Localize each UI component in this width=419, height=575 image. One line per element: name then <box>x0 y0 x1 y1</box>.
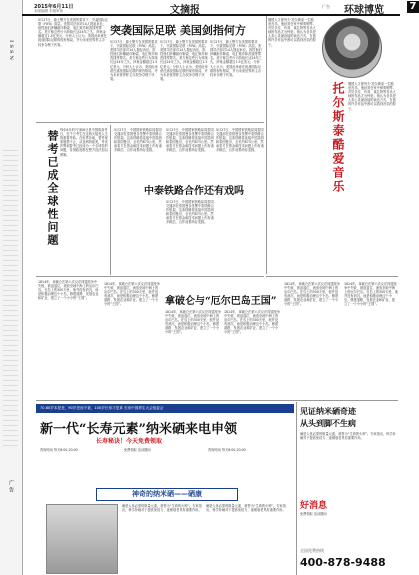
right-ad <box>298 402 398 575</box>
supplement-headline: 见证纳米硒奇迹 <box>300 406 356 416</box>
tolstoy-portrait <box>322 18 382 78</box>
ad-sub-banner: 神奇的纳米硒——硒康 <box>96 488 238 501</box>
ad-top-banner: 70.80岁本是老，90岁老而不衰，100岁长寿才是真 长寿中国养生大会组委会 <box>36 404 294 413</box>
supplement-body: 硒是人体必需的微量元素，被誉为“生命的火种”。专家指出，科学补硒对于提高免疫力、延缓衰老具有重要作用。 <box>300 432 396 441</box>
promo-body: 免费领取 活动期间 <box>300 512 327 516</box>
left-strip <box>0 0 23 575</box>
supplement-subhead: 从头到脚不生病 <box>300 418 356 428</box>
paper-name: 文摘报 <box>170 5 200 16</box>
tolstoy-body-a: 俄国大文豪列夫·托尔斯泰一生酷爱音乐。他经常在家中弹奏钢琴，对贝多芬、肖邦、莫扎特等音乐大师的作品尤为钟爱。他认为音乐是人类心灵最直接的表达方式，在他的许多作品中都可以看到音乐的影子。 <box>268 18 316 47</box>
railway-body-a: 5月27日，中国国家铁路局同泰国交通部在泰国曼谷签署中泰铁路合作框架。这条铁路将连接中国昆明和泰国曼谷，全长约873公里。然而泰方在资金和技术问题上仍有诸多顾虑，合作前景尚存变数。 <box>114 128 162 153</box>
exam-body-a: 每年6月的7日和8日是中国的高考日，近千万考生在这两天接受人生的重要考验。在世界各地，替考现象屡禁不止，从亚洲到欧美，考试作弊和替考已经成为一个全球性的问题，各国政府都在想方设法加以遏制。 <box>60 128 108 157</box>
railway-headline: 中泰铁路合作还有戏吗 <box>144 186 244 197</box>
soccer-body-c: 5月27日，瑞士警方在美国的要求下，突袭国际足联（FIFA）高层。美国司法部对14人提起诉讼，指控他们涉嫌敲诈勒索、电汇欺诈和洗钱等罪名。美方称这些行为持续长达24年之久，涉案金额超过1.5亿美元。分析人士认为，美国此举意在挑战国际足联的现有格局，并为未来世界杯主办权争夺埋下伏笔。 <box>210 40 262 77</box>
napoleon-body-c: 1814年，拿破仑在第六次反法同盟战争中失败，被迫退位，流放至地中海上的厄尔巴岛。在岛上的300天里，他并没有消沉，而是积极治理这个小岛，修建道路、发展农业和矿业，建立了一个小小的“王国”。 <box>224 310 280 335</box>
top-right-label: 广告 <box>322 4 330 9</box>
napoleon-body-left: 1814年，拿破仑在第六次反法同盟战争中失败，被迫退位，流放至地中海上的厄尔巴岛。在岛上的300天里，他并没有消沉，而是积极治理这个小岛，修建道路、发展农业和矿业，建立了一个小小的“王国”。 <box>38 280 99 301</box>
exam-cheating-headline: 替考已成全球性问题 <box>46 130 59 247</box>
ad-copy-mid: 免费领取 活动期间 <box>124 448 151 452</box>
ad-block <box>36 402 294 575</box>
napoleon-headline: 拿破仑与“厄尔巴岛王国” <box>165 296 277 307</box>
soccer-body-left: 5月27日，瑞士警方在美国的要求下，突袭国际足联（FIFA）高层。美国司法部对14人提起诉讼，指控他们涉嫌敲诈勒索、电汇欺诈和洗钱等罪名。美方称这些行为持续长达24年之久，涉案金额超过1.5亿美元。分析人士认为，美国此举意在挑战国际足联的现有格局，并为未来世界杯主办权争夺埋下伏笔。 <box>38 18 108 47</box>
hotline-number: 400-878-9488 <box>300 556 386 569</box>
ad-photo <box>46 504 118 574</box>
napoleon-body-e: 1814年，拿破仑在第六次反法同盟战争中失败，被迫退位，流放至地中海上的厄尔巴岛。在岛上的300天里，他并没有消沉，而是积极治理这个小岛，修建道路、发展农业和矿业，建立了一个小小的“王国”。 <box>344 282 398 307</box>
section-title: 环球博览 <box>344 5 384 16</box>
ad-headline: 新一代“长寿元素”纳米硒来电申领 <box>40 422 237 437</box>
ad-body-a: 硒是人体必需的微量元素，被誉为“生命的火种”。专家指出，科学补硒对于提高免疫力、延缓衰老具有重要作用。 <box>122 504 202 513</box>
ad-subheadline: 长寿秘诀！今天免费领取 <box>96 438 163 445</box>
ad-copy-right: 咨询时间 每天8:00-20:00 <box>208 448 246 452</box>
napoleon-body-a: 1814年，拿破仑在第六次反法同盟战争中失败，被迫退位，流放至地中海上的厄尔巴岛。在岛上的300天里，他并没有消沉，而是积极治理这个小岛，修建道路、发展农业和矿业，建立了一个小小的“王国”。 <box>104 282 160 307</box>
left-strip-label-bottom: 广告 <box>8 480 14 494</box>
napoleon-body-d: 1814年，拿破仑在第六次反法同盟战争中失败，被迫退位，流放至地中海上的厄尔巴岛。在岛上的300天里，他并没有消沉，而是积极治理这个小岛，修建道路、发展农业和矿业，建立了一个小小的“王国”。 <box>284 282 340 307</box>
tolstoy-headline: 托尔斯泰酷爱音乐 <box>331 82 345 194</box>
masthead <box>22 0 417 16</box>
left-strip-label-top: ISSN <box>8 40 14 63</box>
tolstoy-body-b: 俄国大文豪列夫·托尔斯泰一生酷爱音乐。他经常在家中弹奏钢琴，对贝多芬、肖邦、莫扎特等音乐大师的作品尤为钟爱。他认为音乐是人类心灵最直接的表达方式，在他的许多作品中都可以看到音乐的影子。 <box>348 82 396 111</box>
ad-copy-left: 咨询时间 每天8:00-20:00 <box>40 448 78 452</box>
masthead-date: 2015年6月11日 <box>34 4 74 10</box>
hotline-label: 全国免费热线 <box>300 548 324 553</box>
napoleon-body-b: 1814年，拿破仑在第六次反法同盟战争中失败，被迫退位，流放至地中海上的厄尔巴岛。在岛上的300天里，他并没有消沉，而是积极治理这个小岛，修建道路、发展农业和矿业，建立了一个小小的“王国”。 <box>165 310 221 335</box>
railway-body-d: 5月27日，中国国家铁路局同泰国交通部在泰国曼谷签署中泰铁路合作框架。这条铁路将连接中国昆明和泰国曼谷，全长约873公里。然而泰方在资金和技术问题上仍有诸多顾虑，合作前景尚存变数。 <box>216 128 264 153</box>
masthead-edition: 本版编辑 本版审读 <box>34 9 64 13</box>
soccer-headline: 突袭国际足联 美国剑指何方 <box>110 24 246 37</box>
promo-title: 好消息 <box>300 501 328 511</box>
soccer-body-a: 5月27日，瑞士警方在美国的要求下，突袭国际足联（FIFA）高层。美国司法部对14人提起诉讼，指控他们涉嫌敲诈勒索、电汇欺诈和洗钱等罪名。美方称这些行为持续长达24年之久，涉案金额超过1.5亿美元。分析人士认为，美国此举意在挑战国际足联的现有格局，并为未来世界杯主办权争夺埋下伏笔。 <box>110 40 158 81</box>
page-number: 7 <box>407 1 419 13</box>
ad-body-b: 硒是人体必需的微量元素，被誉为“生命的火种”。专家指出，科学补硒对于提高免疫力、延缓衰老具有重要作用。 <box>206 504 286 513</box>
soccer-body-b: 5月27日，瑞士警方在美国的要求下，突袭国际足联（FIFA）高层。美国司法部对14人提起诉讼，指控他们涉嫌敲诈勒索、电汇欺诈和洗钱等罪名。美方称这些行为持续长达24年之久，涉案金额超过1.5亿美元。分析人士认为，美国此举意在挑战国际足联的现有格局，并为未来世界杯主办权争夺埋下伏笔。 <box>160 40 208 81</box>
railway-body-c: 5月27日，中国国家铁路局同泰国交通部在泰国曼谷签署中泰铁路合作框架。这条铁路将连接中国昆明和泰国曼谷，全长约873公里。然而泰方在资金和技术问题上仍有诸多顾虑，合作前景尚存变数。 <box>166 200 214 225</box>
railway-body-b: 5月27日，中国国家铁路局同泰国交通部在泰国曼谷签署中泰铁路合作框架。这条铁路将连接中国昆明和泰国曼谷，全长约873公里。然而泰方在资金和技术问题上仍有诸多顾虑，合作前景尚存变数。 <box>166 128 214 153</box>
